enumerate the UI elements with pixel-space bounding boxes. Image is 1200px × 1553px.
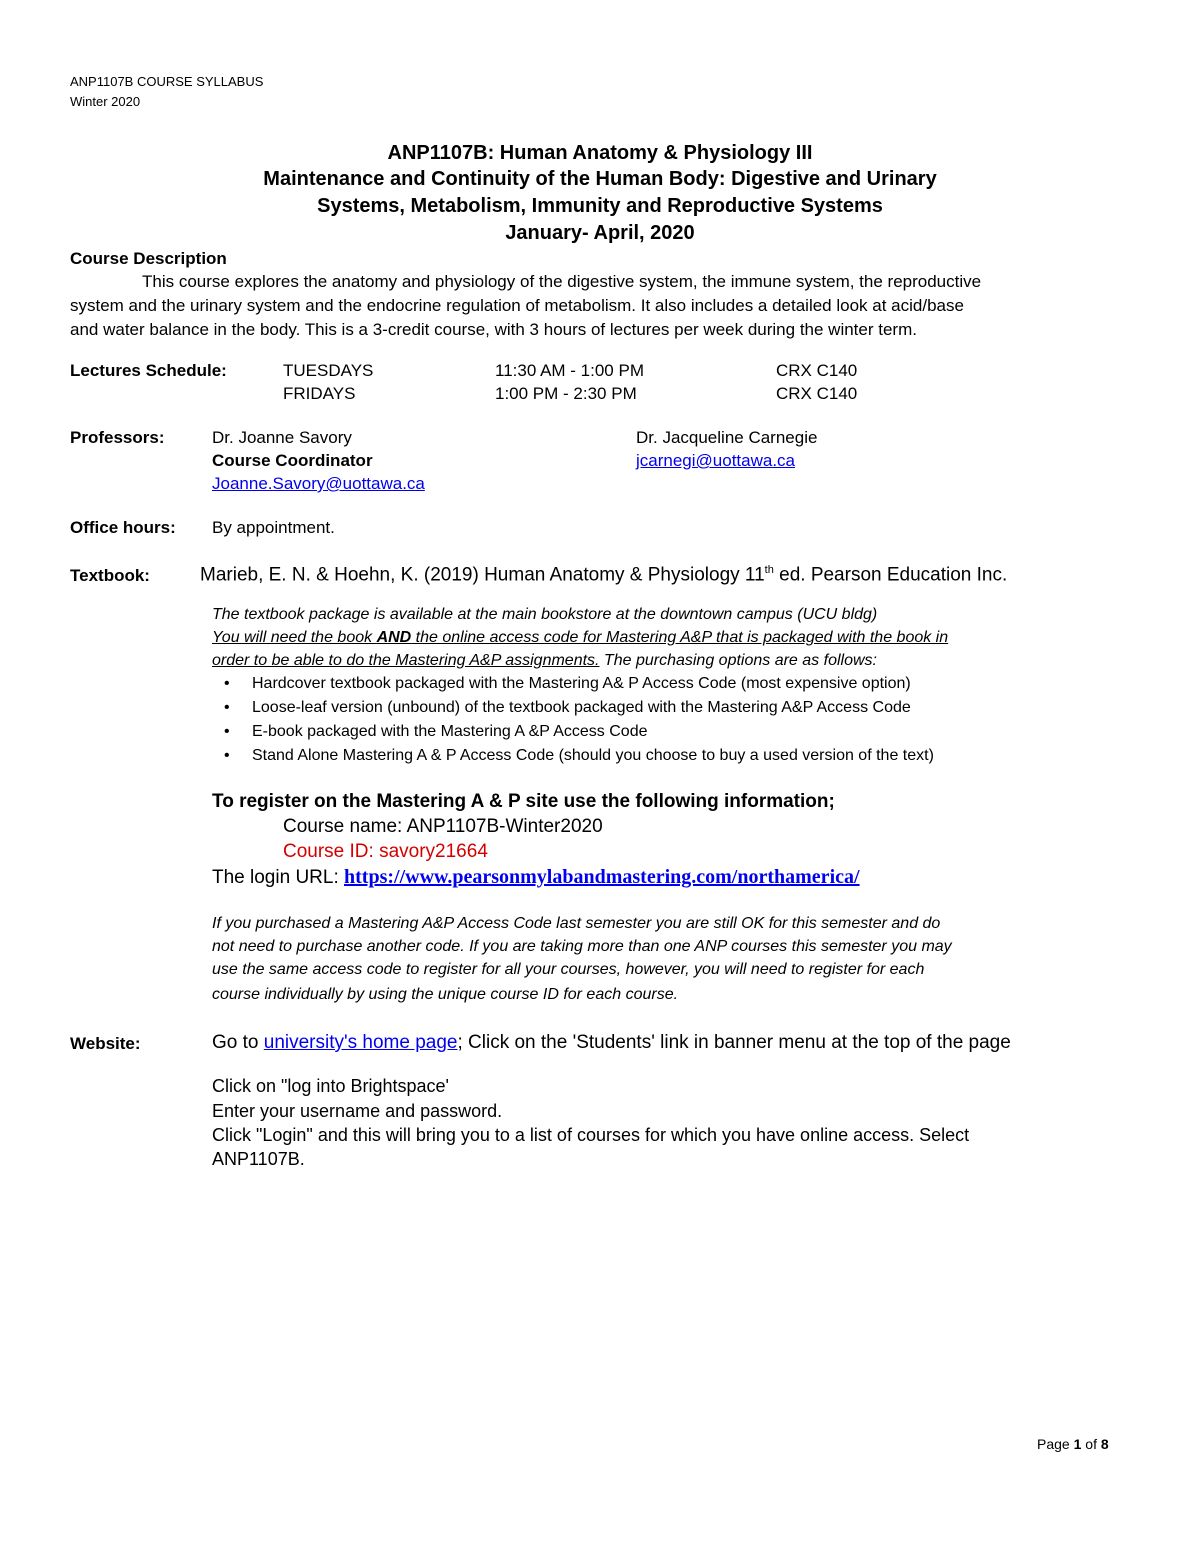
textbook-label: Textbook:	[70, 566, 150, 585]
website-line-2: Click on "log into Brightspace'	[212, 1076, 449, 1096]
university-home-page-link[interactable]: university's home page	[263, 1032, 458, 1053]
register-login-label: The login URL:	[212, 867, 345, 888]
purchase-option-1: • Hardcover textbook packaged with the Mastering A& P Access Code (most expensive option)	[252, 675, 911, 693]
course-subtitle-1: Maintenance and Continuity of the Human Body: Digestive and Urinary	[263, 168, 937, 190]
textbook-note-requirement-a: You will need the book	[212, 629, 377, 646]
professor-1-email-link[interactable]: Joanne.Savory@uottawa.ca	[212, 474, 425, 493]
schedule-label: Lectures Schedule:	[70, 361, 227, 380]
course-subtitle-2: Systems, Metabolism, Immunity and Reproductive Systems	[317, 195, 883, 217]
schedule-room-1: CRX C140	[776, 361, 858, 380]
register-login-line	[212, 866, 860, 889]
page-number	[1037, 1436, 1109, 1452]
access-code-note-3: use the same access code to register for all your courses, however, you will need to register for each	[212, 961, 925, 978]
register-course-name: Course name: ANP1107B-Winter2020	[283, 816, 603, 837]
website-line-3: Enter your username and password.	[212, 1101, 503, 1121]
access-code-note-1: If you purchased a Mastering A&P Access Code last semester you are still OK for this semester and do	[212, 915, 941, 932]
office-hours-value: By appointment.	[212, 518, 335, 537]
textbook-note-assignments: order to be able to do the Mastering A&P assignments.	[212, 652, 600, 669]
textbook-note-bookstore: The textbook package is available at the main bookstore at the downtown campus (UCU bldg)	[212, 606, 878, 623]
schedule-time-2: 1:00 PM - 2:30 PM	[495, 384, 637, 403]
course-title: ANP1107B: Human Anatomy & Physiology III	[387, 142, 813, 164]
description-heading: Course Description	[70, 249, 227, 268]
description-line-3: and water balance in the body. This is a 3-credit course, with 3 hours of lectures per week during the winter term.	[70, 320, 917, 339]
purchase-option-4: • Stand Alone Mastering A & P Access Code (should you choose to buy a used version of the text)	[252, 747, 934, 765]
page-current: 1	[1073, 1436, 1082, 1452]
professor-1-name: Dr. Joanne Savory	[212, 428, 352, 447]
access-code-note-4: course individually by using the unique course ID for each course.	[212, 986, 679, 1003]
textbook-note-requirement	[212, 629, 948, 647]
professor-2-email-link[interactable]: jcarnegi@uottawa.ca	[636, 451, 796, 470]
schedule-room-2: CRX C140	[776, 384, 858, 403]
website-line-5: ANP1107B.	[212, 1149, 305, 1169]
textbook-note-and: AND	[376, 629, 412, 646]
professor-2-name: Dr. Jacqueline Carnegie	[636, 428, 818, 447]
textbook-edition-suffix: th	[764, 564, 774, 576]
textbook-citation-main: Marieb, E. N. & Hoehn, K. (2019) Human Anatomy & Physiology 11	[200, 564, 765, 586]
textbook-note-options: The purchasing options are as follows:	[599, 652, 877, 669]
office-hours-label: Office hours:	[70, 518, 176, 537]
course-dates: January- April, 2020	[505, 222, 695, 244]
textbook-note-options-intro	[212, 652, 877, 670]
description-line-1: This course explores the anatomy and physiology of the digestive system, the immune system, the reproductive	[142, 272, 982, 291]
doc-header-title: ANP1107B COURSE SYLLABUS	[70, 74, 264, 89]
textbook-citation	[200, 564, 1007, 586]
purchase-option-3: • E-book packaged with the Mastering A &P Access Code	[252, 723, 648, 741]
website-go-to: Go to	[212, 1032, 264, 1053]
access-code-note-2: not need to purchase another code. If you are taking more than one ANP courses this semester you may	[212, 938, 952, 955]
register-heading: To register on the Mastering A & P site use the following information;	[212, 791, 835, 812]
schedule-day-2: FRIDAYS	[283, 384, 356, 403]
page-of: of	[1081, 1436, 1101, 1452]
website-line-4: Click "Login" and this will bring you to a list of courses for which you have online access. Select	[212, 1125, 970, 1145]
website-line-1	[212, 1032, 1011, 1054]
textbook-citation-publisher: ed. Pearson Education Inc.	[773, 564, 1008, 586]
doc-header-term: Winter 2020	[70, 94, 141, 109]
textbook-note-requirement-c: the online access code for Mastering A&P that is packaged with the book in	[411, 629, 949, 646]
website-instructions: ; Click on the 'Students' link in banner menu at the top of the page	[457, 1032, 1011, 1053]
website-label: Website:	[70, 1034, 141, 1053]
description-line-2: system and the urinary system and the endocrine regulation of metabolism. It also includes a detailed look at acid/base	[70, 296, 964, 315]
schedule-day-1: TUESDAYS	[283, 361, 374, 380]
professor-1-role: Course Coordinator	[212, 451, 373, 470]
page-label: Page	[1037, 1436, 1074, 1452]
page-total: 8	[1100, 1436, 1109, 1452]
register-course-id: Course ID: savory21664	[283, 841, 488, 862]
register-login-url-link[interactable]: https://www.pearsonmylabandmastering.com/northamerica/	[344, 866, 860, 888]
purchase-option-2: • Loose-leaf version (unbound) of the textbook packaged with the Mastering A&P Access Code	[252, 699, 911, 717]
schedule-time-1: 11:30 AM - 1:00 PM	[495, 361, 644, 380]
professors-label: Professors:	[70, 428, 165, 447]
